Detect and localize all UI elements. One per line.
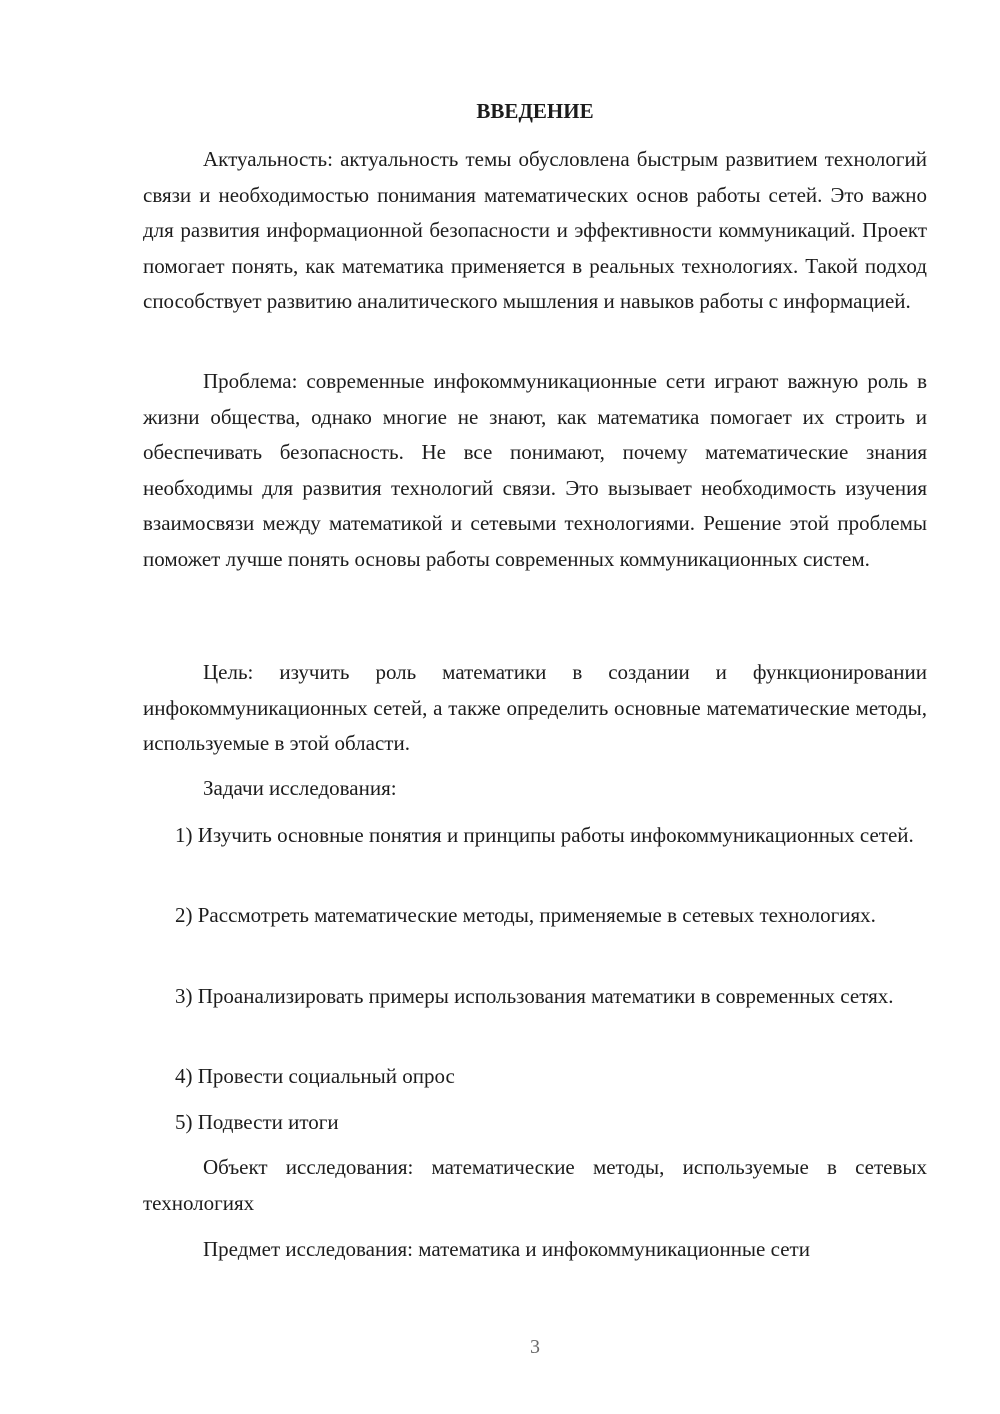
section-title: ВВЕДЕНИЕ (476, 99, 594, 123)
object-paragraph: Объект исследования: математические методы, используемые в сетевых технологиях (143, 1155, 927, 1215)
task-item-4: 4) Провести социальный опрос (175, 1064, 455, 1088)
task-item-5: 5) Подвести итоги (175, 1110, 339, 1134)
page-number: 3 (530, 1336, 540, 1358)
problem-paragraph: Проблема: современные инфокоммуникационные сети играют важную роль в жизни общества, однако многие не знают, как математика помогает их строить и обеспечивать безопасность. Не все понимают, почему математические знания необходимы для развития технологий связи. Это вызывает необходимость изучения взаимосвязи между математикой и сетевыми технологиями. Решение этой проблемы поможет лучше понять основы работы современных коммуникационных систем. (143, 369, 927, 571)
task-item-2: 2) Рассмотреть математические методы, применяемые в сетевых технологиях. (175, 903, 876, 927)
tasks-heading: Задачи исследования: (203, 776, 397, 800)
task-item-1: 1) Изучить основные понятия и принципы работы инфокоммуникационных сетей. (175, 823, 914, 847)
goal-paragraph: Цель: изучить роль математики в создании и функционировании инфокоммуникационных сетей, а также определить основные математические методы, используемые в этой области. (143, 660, 927, 755)
subject-paragraph: Предмет исследования: математика и инфокоммуникационные сети (203, 1237, 810, 1261)
relevance-paragraph: Актуальность: актуальность темы обусловлена быстрым развитием технологий связи и необходимостью понимания математических основ работы сетей. Это важно для развития информационной безопасности и эффективности коммуникаций. Проект помогает понять, как математика применяется в реальных технологиях. Такой подход способствует развитию аналитического мышления и навыков работы с информацией. (143, 147, 927, 313)
task-item-3: 3) Проанализировать примеры использования математики в современных сетях. (175, 984, 894, 1008)
